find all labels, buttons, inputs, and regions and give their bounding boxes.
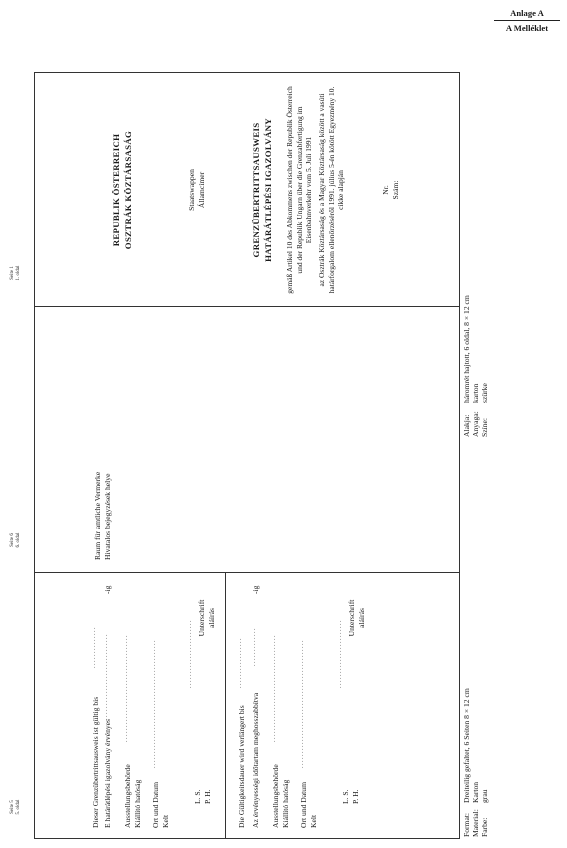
- place2-dots: ...........................................: [299, 639, 305, 768]
- validity-dots: ..............: [91, 626, 97, 668]
- seal-ls: L. S.: [193, 789, 202, 804]
- footer-spec-hu: [462, 295, 489, 437]
- seal-ph: P. H.: [203, 789, 212, 804]
- page1-label-de: Seite 1: [10, 266, 15, 280]
- place-dots: ...........................................: [151, 639, 157, 768]
- extension-de: Die Gültigkeitsdauer wird verlängert bis: [237, 705, 246, 828]
- extension-hu: Az érvényességi időtartam meghosszabbítva: [251, 692, 260, 828]
- authority-de: Ausstellungsbehörde: [123, 764, 132, 828]
- validity-suffix: -ig: [103, 585, 112, 594]
- signature-hu: aláírás: [207, 608, 216, 628]
- authority-hu: Kiállító hatóság: [133, 779, 142, 828]
- annex-label-hu: A Melléklet: [505, 23, 549, 33]
- place2-de: Ort und Datum: [299, 782, 308, 828]
- format-label-de: Format:: [462, 812, 471, 837]
- signature-de: Unterschrift: [197, 599, 206, 637]
- place-hu: Kelt: [161, 814, 170, 828]
- page1-label-hu: 1. oldal: [16, 265, 21, 281]
- remarks-de: Raum für amtliche Vermerke: [93, 471, 102, 560]
- page5-label-hu: 5. oldal: [16, 799, 21, 815]
- color-label-hu: Színe:: [480, 418, 489, 437]
- coat-of-arms-hu: Államcímer: [197, 171, 206, 209]
- document-frame: [34, 72, 460, 839]
- format-value-hu: háromrét hajtott, 6 oldal, 8 × 12 cm: [462, 295, 471, 403]
- material-label-de: Material:: [471, 809, 480, 837]
- signature2-dots: .......................: [337, 619, 343, 688]
- legal-basis-hu: az Osztrák Köztársaság és a Magyar Köztársaság között a vasúti határforgalom ellenőrzéséről 1991. július 5-én kötött Egyezmény 10. cikke alapján: [317, 86, 345, 294]
- page6-label: [10, 510, 22, 570]
- coat-of-arms-de: Staatswappen: [187, 169, 196, 211]
- material-value-hu: karton: [471, 383, 480, 403]
- page5-label-de: Seite 5: [10, 800, 15, 814]
- color-value-hu: szürke: [480, 383, 489, 403]
- document-title-de: GRENZÜBERTRITTSAUSWEIS: [251, 122, 261, 258]
- document-title-hu: HATÁRÁTLÉPÉSI IGAZOLVÁNY: [263, 118, 273, 262]
- extension-dots: .................: [237, 637, 243, 688]
- page5-label: [10, 777, 22, 837]
- country-de: REPUBLIK ÖSTERREICH: [111, 133, 121, 247]
- validity-de: Dieser Grenzübertrittsausweis ist gültig bis: [91, 696, 100, 828]
- extension-suffix: -ig: [251, 585, 260, 594]
- seal2-ls: L. S.: [341, 789, 350, 804]
- legal-basis-de: gemäß Artikel 10 des Abkommens zwischen der Republik Österreich und der Republik Ungarn über die Grenzabfertigung im Eisenbahnverkehr vom 5. Juli 1991: [285, 86, 313, 294]
- seal2-ph: P. H.: [351, 789, 360, 804]
- fold-line-1: [35, 572, 459, 573]
- annex-label-de: Anlage A: [494, 8, 560, 21]
- page1-label: [10, 243, 22, 303]
- signature2-hu: aláírás: [357, 608, 366, 628]
- number-hu: Szám:: [391, 180, 400, 200]
- validity-hu-dots: .............................: [103, 633, 109, 720]
- authority2-hu: Kiállító hatóság: [281, 779, 290, 828]
- material-label-hu: Anyaga:: [471, 411, 480, 437]
- format-label-hu: Alakja:: [462, 414, 471, 437]
- extension-hu-dots: .............: [251, 627, 257, 666]
- place-de: Ort und Datum: [151, 782, 160, 828]
- country-hu: OSZTRÁK KÖZTÁRSASÁG: [123, 130, 133, 250]
- place2-hu: Kelt: [309, 814, 318, 828]
- page5-divider: [225, 573, 226, 838]
- color-label-de: Farbe:: [480, 817, 489, 837]
- authority2-dots: ....................................: [271, 634, 277, 742]
- authority-dots: ....................................: [123, 634, 129, 742]
- page6-label-de: Seite 6: [10, 533, 15, 547]
- signature2-de: Unterschrift: [347, 599, 356, 637]
- authority2-de: Ausstellungsbehörde: [271, 764, 280, 828]
- remarks-hu: Hivatalos bejegyzések helye: [103, 473, 112, 560]
- material-value-de: Karton: [471, 781, 480, 803]
- signature-dots: .......................: [187, 619, 193, 688]
- annex-label: [494, 8, 560, 33]
- format-value-de: Dreiteilig gefaltet, 6 Seiten 8 × 12 cm: [462, 688, 471, 803]
- footer-spec-de: [462, 688, 489, 837]
- validity-hu: E határátlépési igazolvány érvényes: [103, 718, 112, 828]
- color-value-de: grau: [480, 789, 489, 803]
- page6-label-hu: 6. oldal: [16, 532, 21, 548]
- rotated-document: [4, 69, 489, 845]
- number-de: Nr.: [381, 185, 390, 195]
